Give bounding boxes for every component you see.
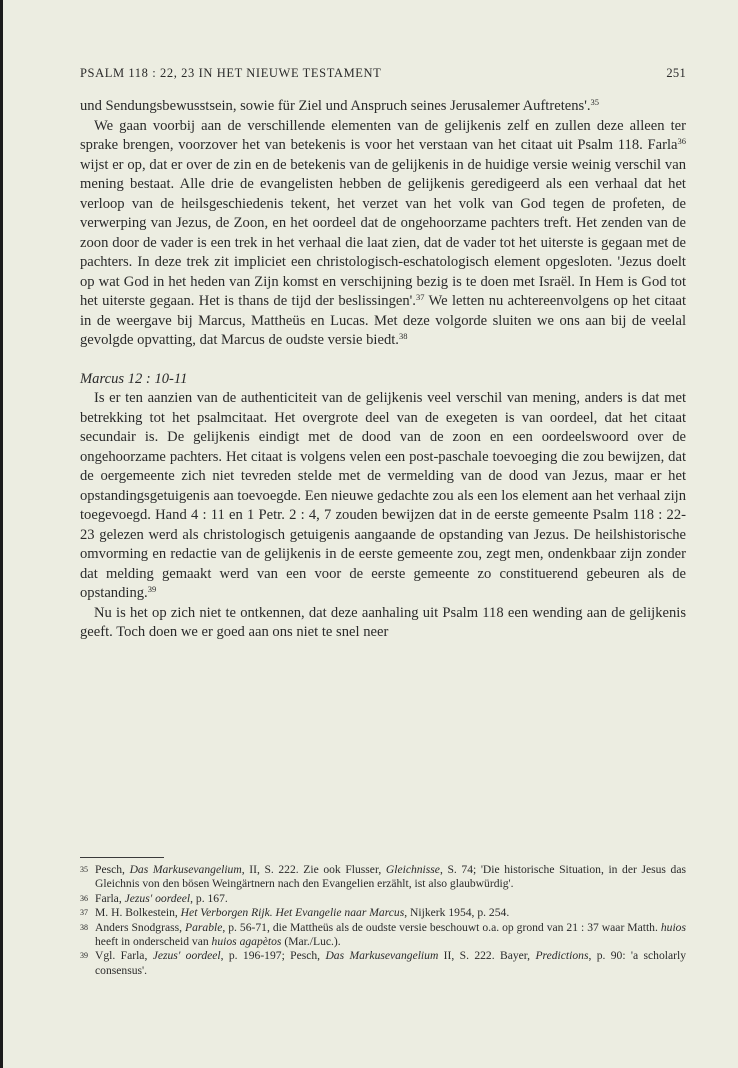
footnote-text: , p. 167. — [190, 891, 228, 905]
footnote-separator — [80, 857, 164, 858]
footnote-text: , Nijkerk 1954, p. 254. — [404, 906, 510, 920]
paragraph-2-text-b: wijst er op, dat er over de zin en de betekenis van de gelijkenis in de huidige versie weinig verschil van mening bestaat. Alle drie de evangelisten hebben de gelijkenis geredigeerd als een verhaal dat het verloop van de heilsgeschiedenis tekent, het verzet van het volk van God tegen de profeten, de verwerping van Jezus, de Zoon, en het oordeel dat de ongehoorzame pachters treft. Het zenden van de zoon door de vader is een trek in het verhaal die laat zien, dat de vader tot het uiterste is gegaan met de pachters. In deze trek zit impliciet een christologisch-eschatologisch element opgesloten. 'Jezus doelt op wat God in het heden van Zijn komst en verschijning bezig is te doen met Israël. In Hem is God tot het uiterste gegaan. Het is thans de tijd der beslissingen'. — [80, 156, 686, 309]
footnote-text: huios — [660, 920, 686, 934]
paragraph-2-text-a: We gaan voorbij aan de verschillende elementen van de gelijkenis zelf en zullen deze alleen ter sprake brengen, voorzover het van betekenis is voor het verstaan van het citaat uit Psalm 118. Farla — [80, 117, 686, 153]
footnotes — [80, 863, 686, 978]
footnote-ref-38: 38 — [398, 331, 408, 341]
footnote-text: Gleichnisse — [385, 863, 440, 876]
footnote-text: , p. 90: 'a scholarly consensus'. — [95, 949, 686, 977]
paragraph-2-text-c: We letten nu achtereenvolgens op het citaat in de weergave bij Marcus, Mattheüs en Lucas. Met deze volgorde sluiten we ons aan bij de veelal gevolgde opvatting, dat Marcus de oudste versie biedt. — [80, 293, 686, 348]
footnote-number: 38 — [80, 922, 88, 932]
footnote-number: 39 — [80, 951, 88, 961]
footnote-text: heeft in onderscheid van — [95, 935, 212, 949]
paragraph-4 — [80, 604, 686, 643]
footnote-text: Jezus' oordeel — [124, 891, 191, 905]
footnote-38 — [80, 921, 686, 950]
footnote-text: Predictions — [535, 949, 589, 963]
footnote-text: , p. 196-197; Pesch, — [220, 949, 326, 963]
footnote-text: Farla, — [95, 891, 125, 905]
footnote-text: M. H. Bolkestein, — [95, 906, 181, 920]
footnote-ref-36: 36 — [677, 136, 686, 146]
footnote-text: (Mar./Luc.). — [281, 935, 341, 949]
footnote-ref-39: 39 — [147, 584, 157, 594]
running-head-title: PSALM 118 : 22, 23 IN HET NIEUWE TESTAMENT — [80, 66, 382, 80]
footnote-text: Jezus' oordeel — [152, 949, 221, 963]
paragraph-4-text: Nu is het op zich niet te ontkennen, dat deze aanhaling uit Psalm 118 een wending aan de gelijkenis geeft. Toch doen we er goed aan ons niet te snel neer — [80, 604, 686, 640]
body-text — [80, 97, 686, 643]
paragraph-2 — [80, 117, 686, 351]
footnote-number: 37 — [80, 908, 88, 918]
footnote-text: Anders Snodgrass, — [95, 920, 186, 934]
footnote-text: Vgl. Farla, — [95, 949, 153, 963]
footnote-text: Das Markusevangelium — [325, 949, 439, 963]
footnote-text: Het Verborgen Rijk. Het Evangelie naar Marcus — [180, 906, 405, 920]
footnote-text: huios agapètos — [211, 935, 282, 949]
footnote-number: 35 — [80, 865, 88, 874]
footnote-39 — [80, 949, 686, 978]
paragraph-1 — [80, 97, 686, 117]
footnote-ref-37: 37 — [415, 292, 425, 302]
paragraph-3-text: Is er ten aanzien van de authenticiteit van de gelijkenis veel verschil van mening, anders is dat met betrekking tot het psalmcitaat. Het overgrote deel van de exegeten is van oordeel, dat het citaat secundair is. De gelijkenis eindigt met de dood van de zoon en een oordeelswoord over de ongehoorzame pachters. Het citaat is volgens velen een post-paschale toevoeging die zou bewijzen, dat de oergemeente zich niet tevreden stelde met de vermelding van de dood van Jezus, maar er het opstandingsgetuigenis aan toevoegde. Een nieuwe gedachte zou als een los element aan het verhaal zijn toegevoegd. Hand 4 : 11 en 1 Petr. 2 : 4, 7 zouden bewijzen dat in de eerste gemeente Psalm 118 : 22-23 gelezen werd als christologisch getuigenis aangaande de opstanding van Jezus. De heilshistorische omvorming en redactie van de gelijkenis in de eerste gemeente zou, zegt men, ondenkbaar zijn zonder dat melding gemaakt werd van een voor de eerste gemeente zo constituerend gebeuren als de opstanding. — [80, 390, 686, 601]
footnote-number: 36 — [80, 893, 88, 903]
footnote-36 — [80, 892, 686, 906]
footnote-text: , S. 74; 'Die historische Situation, in der Jesus das Gleichnis von den bösen Weingärtnern nach den Evangelien erzählt, ist also glaubwürdig'. — [95, 863, 686, 891]
footnote-text: Pesch, — [95, 863, 130, 876]
footnote-37 — [80, 906, 686, 920]
footnote-text: Das Markusevangelium — [129, 863, 242, 876]
footnote-35 — [80, 863, 686, 892]
footnote-ref-35: 35 — [590, 97, 599, 107]
page-number: 251 — [666, 66, 686, 80]
footnote-text: , II, S. 222. Zie ook Flusser, — [241, 863, 386, 876]
paragraph-3 — [80, 389, 686, 604]
footnote-text: II, S. 222. Bayer, — [438, 949, 536, 963]
footnote-text: , p. 56-71, die Mattheüs als de oudste versie beschouwt o.a. op grond van 21 : 37 waar Matth. — [222, 920, 661, 934]
section-heading: Marcus 12 : 10-11 — [80, 370, 188, 387]
footnote-text: Parable — [185, 920, 223, 934]
running-head — [80, 66, 686, 86]
paragraph-1-text: und Sendungsbewusstsein, sowie für Ziel und Anspruch seines Jerusalemer Auftretens'. — [80, 98, 591, 114]
